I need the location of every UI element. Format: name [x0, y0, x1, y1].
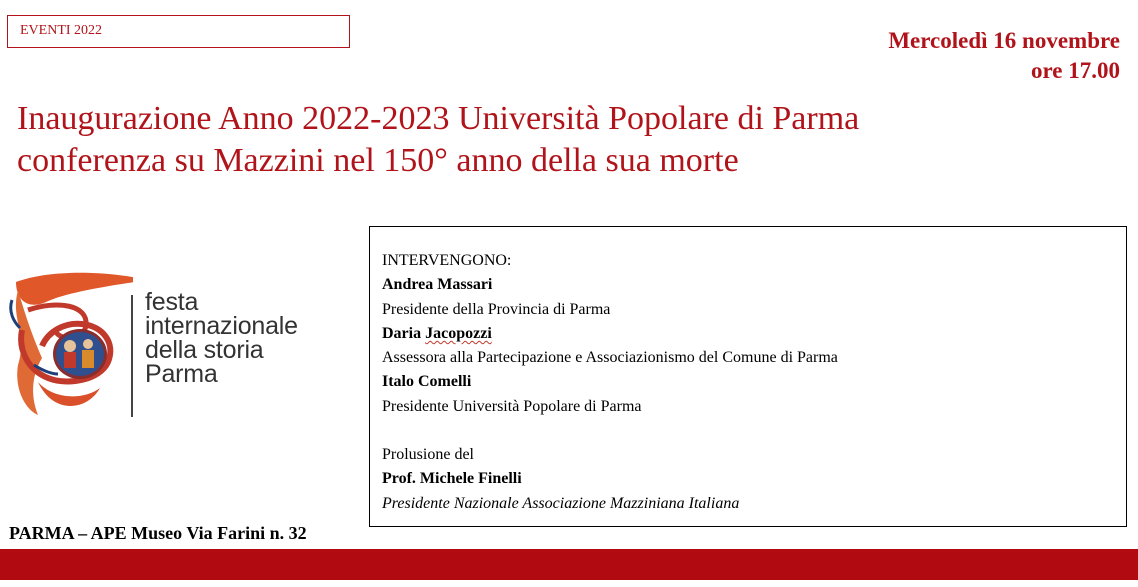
logo-line-4: Parma — [145, 360, 218, 388]
footer-bar — [0, 549, 1138, 580]
speaker-first-name: Daria — [382, 324, 426, 342]
speaker-role: Presidente della Provincia di Parma — [382, 300, 611, 318]
events-tag — [7, 15, 350, 48]
spellcheck-underlined-surname: Jacopozzi — [425, 324, 492, 342]
speaker-role: Assessora alla Partecipazione e Associazionismo del Comune di Parma — [382, 349, 838, 367]
keynote-role: Presidente Nazionale Associazione Mazziniana Italiana — [382, 494, 740, 512]
prolusione-label: Prolusione del — [382, 446, 474, 464]
event-time: ore 17.00 — [1030, 58, 1120, 83]
event-date: Mercoledì 16 novembre — [888, 28, 1120, 53]
event-title-line-2: conferenza su Mazzini nel 150° anno della sua morte — [17, 142, 739, 179]
spacer — [382, 419, 1126, 443]
speaker-name — [382, 322, 1126, 346]
logo-line-2: internazionale — [145, 312, 298, 340]
illuminated-initial-icon — [8, 270, 133, 420]
speaker-name: Andrea Massari — [382, 276, 493, 294]
logo-line-1: festa — [145, 288, 199, 316]
speaker-name: Italo Comelli — [382, 373, 472, 391]
events-tag-label: EVENTI 2022 — [20, 23, 103, 38]
speaker-role: Presidente Università Popolare di Parma — [382, 397, 642, 415]
logo-divider — [131, 295, 133, 417]
date-block — [888, 26, 1120, 86]
event-title — [17, 98, 859, 182]
festival-logo-text — [145, 290, 298, 386]
speakers-box — [369, 226, 1127, 527]
venue: PARMA – APE Museo Via Farini n. 32 — [9, 523, 307, 543]
speakers-heading: INTERVENGONO: — [382, 252, 512, 269]
keynote-name: Prof. Michele Finelli — [382, 470, 522, 488]
event-title-line-1: Inaugurazione Anno 2022-2023 Università Popolare di Parma — [17, 100, 860, 137]
festival-logo — [8, 270, 328, 420]
logo-line-3: della storia — [145, 336, 264, 364]
